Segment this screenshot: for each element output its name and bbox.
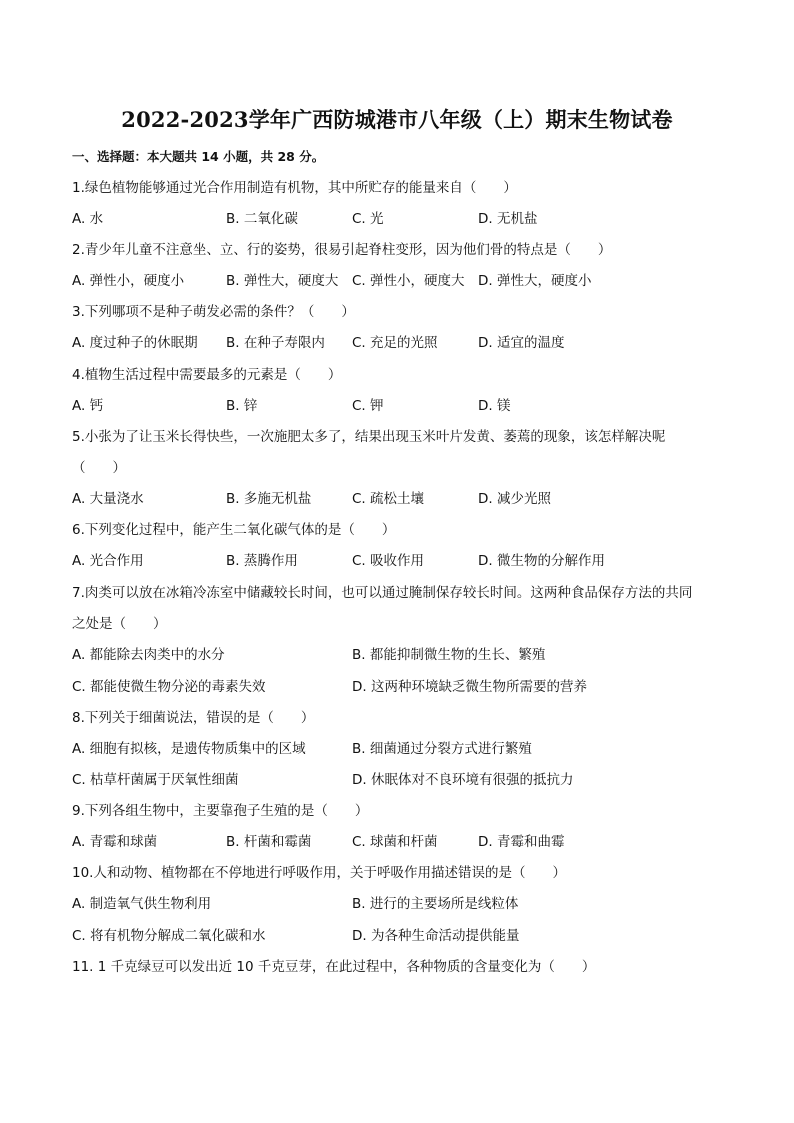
question-stem: 9.下列各组生物中，主要靠孢子生殖的是（ ） <box>72 803 369 819</box>
question-option: B. 杆菌和霉菌 <box>226 834 312 850</box>
question-option: D. 适宜的温度 <box>478 335 565 351</box>
question-option: A. 都能除去肉类中的水分 <box>72 647 225 663</box>
question-option: D. 镁 <box>478 398 511 414</box>
question-option: B. 细菌通过分裂方式进行繁殖 <box>352 741 532 757</box>
question-option: C. 钾 <box>352 398 384 414</box>
question-stem: 3.下列哪项不是种子萌发必需的条件？（ ） <box>72 304 355 320</box>
question-stem: 7.肉类可以放在冰箱冷冻室中储藏较长时间，也可以通过腌制保存较长时间。这两种食品保存方法的共同 <box>72 585 693 601</box>
question-option: C. 弹性小，硬度大 <box>352 273 465 289</box>
question-option: C. 充足的光照 <box>352 335 438 351</box>
question-option: D. 这两种环境缺乏微生物所需要的营养 <box>352 679 587 695</box>
question-option: A. 弹性小，硬度小 <box>72 273 185 289</box>
question-option: D. 微生物的分解作用 <box>478 553 605 569</box>
page-title: 2022-2023学年广西防城港市八年级（上）期末生物试卷 <box>121 107 673 132</box>
question-option: D. 青霉和曲霉 <box>478 834 565 850</box>
question-option: B. 在种子寿限内 <box>226 335 325 351</box>
question-option: D. 休眠体对不良环境有很强的抵抗力 <box>352 772 574 788</box>
question-stem-continuation: （ ） <box>72 460 126 476</box>
question-option: D. 为各种生命活动提供能量 <box>352 928 520 944</box>
question-stem: 2.青少年儿童不注意坐、立、行的姿势，很易引起脊柱变形，因为他们骨的特点是（ ） <box>72 242 612 258</box>
question-stem: 10.人和动物、植物都在不停地进行呼吸作用，关于呼吸作用描述错误的是（ ） <box>72 865 566 881</box>
question-option: B. 蒸腾作用 <box>226 553 298 569</box>
question-stem: 8.下列关于细菌说法，错误的是（ ） <box>72 710 315 726</box>
question-option: D. 弹性大，硬度小 <box>478 273 592 289</box>
question-option: B. 锌 <box>226 398 258 414</box>
question-option: A. 度过种子的休眠期 <box>72 335 198 351</box>
question-option: A. 大量浇水 <box>72 491 144 507</box>
question-option: A. 钙 <box>72 398 104 414</box>
question-option: C. 光 <box>352 211 384 227</box>
question-option: B. 弹性大，硬度大 <box>226 273 339 289</box>
question-stem: 4.植物生活过程中需要最多的元素是（ ） <box>72 367 342 383</box>
question-stem: 1.绿色植物能够通过光合作用制造有机物，其中所贮存的能量来自（ ） <box>72 180 517 196</box>
question-option: C. 枯草杆菌属于厌氧性细菌 <box>72 772 239 788</box>
question-option: C. 将有机物分解成二氧化碳和水 <box>72 928 266 944</box>
question-option: C. 球菌和杆菌 <box>352 834 438 850</box>
question-stem-continuation: 之处是（ ） <box>72 616 167 632</box>
section-heading: 一、选择题：本大题共 14 小题，共 28 分。 <box>72 149 325 164</box>
question-option: A. 水 <box>72 211 104 227</box>
question-option: A. 光合作用 <box>72 553 144 569</box>
question-option: B. 都能抑制微生物的生长、繁殖 <box>352 647 546 663</box>
question-option: C. 疏松土壤 <box>352 491 425 507</box>
question-option: D. 无机盐 <box>478 211 538 227</box>
question-option: C. 吸收作用 <box>352 553 425 569</box>
question-option: B. 二氧化碳 <box>226 211 298 227</box>
question-stem: 5.小张为了让玉米长得快些，一次施肥太多了，结果出现玉米叶片发黄、萎蔫的现象，该怎样解决呢 <box>72 429 666 445</box>
question-option: D. 减少光照 <box>478 491 551 507</box>
question-stem: 6.下列变化过程中，能产生二氧化碳气体的是（ ） <box>72 522 396 538</box>
question-option: C. 都能使微生物分泌的毒素失效 <box>72 679 266 695</box>
question-option: A. 青霉和球菌 <box>72 834 158 850</box>
question-stem: 11. 1 千克绿豆可以发出近 10 千克豆芽，在此过程中，各种物质的含量变化为（ ） <box>72 959 596 975</box>
question-option: B. 进行的主要场所是线粒体 <box>352 896 519 912</box>
question-option: A. 细胞有拟核，是遗传物质集中的区域 <box>72 741 306 757</box>
question-option: B. 多施无机盐 <box>226 491 312 507</box>
question-option: A. 制造氧气供生物利用 <box>72 896 212 912</box>
